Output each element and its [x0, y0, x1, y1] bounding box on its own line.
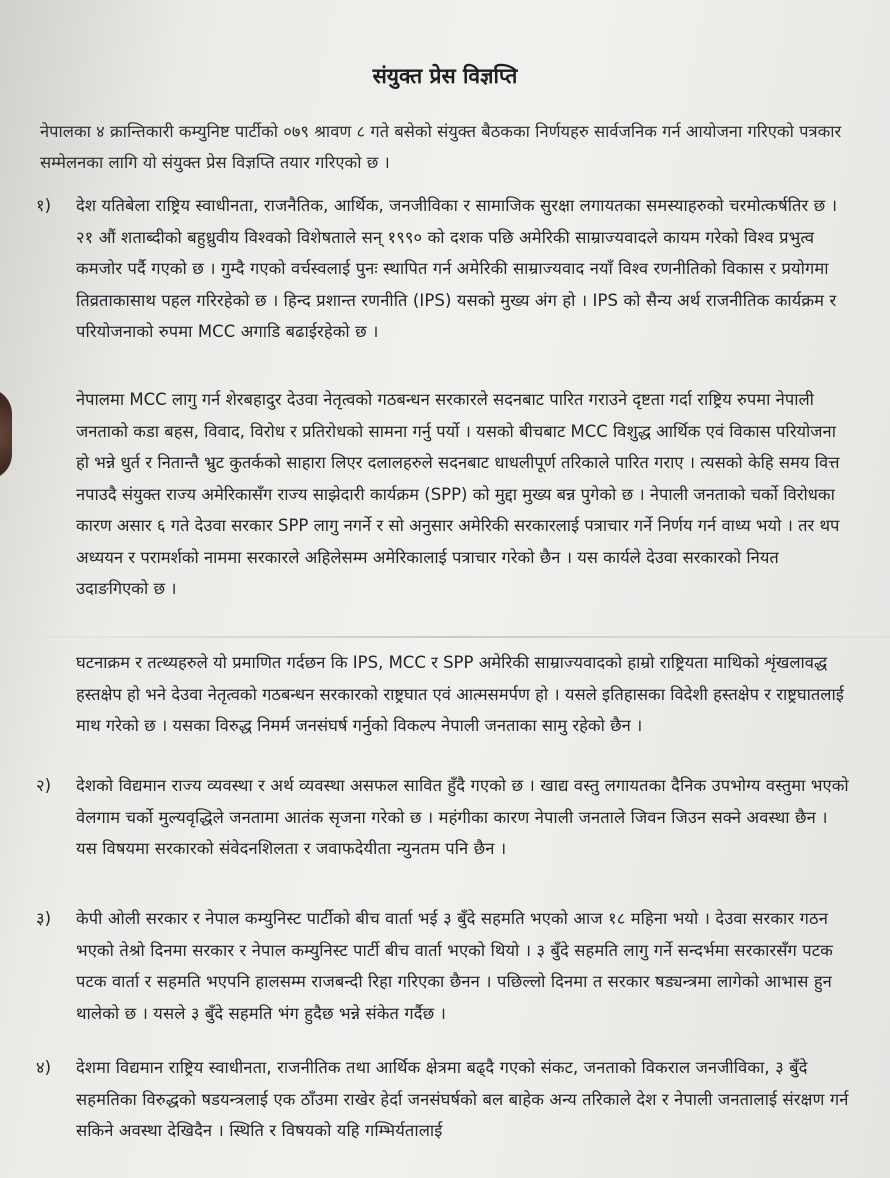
- document-title: संयुक्त प्रेस विज्ञप्ति: [372, 64, 518, 88]
- point-number: १): [36, 196, 52, 215]
- intro-paragraph: नेपालका ४ क्रान्तिकारी कम्युनिष्ट पार्टीको ०७९ श्रावण ८ गते बसेको संयुक्त बैठकका निर्णयहरु सार्वजनिक गर्न आयोजना गरिएको पत्रकार सम्मेलनका लागि यो संयुक्त प्रेस विज्ञप्ति तयार गरिएको छ ।: [40, 122, 842, 172]
- point-2-paragraph: देशको विद्यमान राज्य व्यवस्था र अर्थ व्यवस्था असफल सावित हुँदै गएको छ । खाद्य वस्तु लगायतका दैनिक उपभोग्य वस्तुमा भएको वेलगाम चर्को मुल्यवृद्धिले जनतामा आतंक सृजना गरेको छ । महंगीका कारण नेपाली जनताले जिवन जिउन सक्ने अवस्था छैन । यस विषयमा सरकारको संवेदनशिलता र जवाफदेयीता न्युनतम पनि छैन ।: [76, 776, 849, 858]
- point-1: [36, 190, 852, 348]
- thumb-shadow: [0, 388, 12, 480]
- point-4: [36, 1052, 852, 1147]
- point-3: [36, 903, 852, 1029]
- point-4-paragraph: देशमा विद्यमान राष्ट्रिय स्वाधीनता, राजनीतिक तथा आर्थिक क्षेत्रमा बढ्दै गएको संकट, जनताको विकराल जनजीविका, ३ बुँदे सहमतिका विरुद्धको षडयन्त्रलाई एक ठाँउमा राखेर हेर्दा जनसंघर्षको बल बाहेक अन्य तरिकाले देश र नेपाली जनतालाई संरक्षण गर्न सकिने अवस्था देखिदैन । स्थिति र विषयको यहि गम्भिर्यतालाई: [76, 1058, 849, 1140]
- paper-fold-line: [0, 636, 890, 638]
- point-1-paragraph-2: नेपालमा MCC लागु गर्न शेरबहादुर देउवा नेतृत्वको गठबन्धन सरकारले सदनबाट पारित गराउने दृष्टता गर्दा राष्ट्रिय रुपमा नेपाली जनताको कडा बहस, विवाद, विरोध र प्रतिरोधको सामना गर्नु पर्यो । यसको बीचबाट MCC विशुद्ध आर्थिक एवं विकास परियोजना हो भन्ने धुर्त र नितान्तै भ्रुट कुतर्कको साहारा लिएर दलालहरुले सदनबाट धाधलीपूर्ण तरिकाले पारित गराए । त्यसको केहि समय वित्त नपाउदै संयुक्त राज्य अमेरिकासँग राज्य साझेदारी कार्यक्रम (SPP) को मुद्दा मुख्य बन्न पुगेको छ । नेपाली जनताको चर्को विरोधका कारण असार ६ गते देउवा सरकार SPP लागु नगर्ने र सो अनुसार अमेरिकी सरकारलाई पत्राचार गर्ने निर्णय गर्न वाध्य भयो । तर थप अध्ययन र परामर्शको नाममा सरकारले अहिलेसम्म अमेरिकालाई पत्राचार गरेको छैन । यस कार्यले देउवा सरकारको नियत उदाङगिएको छ ।: [76, 390, 840, 598]
- point-3-paragraph: केपी ओली सरकार र नेपाल कम्युनिस्ट पार्टीको बीच वार्ता भई ३ बुँदे सहमति भएको आज १८ महिना भयो । देउवा सरकार गठन भएको तेश्रो दिनमा सरकार र नेपाल कम्युनिस्ट पार्टी बीच वार्ता भएको थियो । ३ बुँदे सहमति लागु गर्ने सन्दर्भमा सरकारसँग पटक पटक वार्ता र सहमति भएपनि हालसम्म राजबन्दी रिहा गरिएका छैनन । पछिल्लो दिनमा त सरकार षड्यन्त्रमा लागेको आभास हुन थालेको छ । यसले ३ बुँदे सहमति भंग हुदैछ भन्ने संकेत गर्दैछ ।: [76, 909, 833, 1023]
- point-number: २): [36, 776, 52, 795]
- point-1-paragraph-1: देश यतिबेला राष्ट्रिय स्वाधीनता, राजनैतिक, आर्थिक, जनजीविका र सामाजिक सुरक्षा लगायतका समस्याहरुको चरमोत्कर्षतिर छ । २१ औं शताब्दीको बहुध्रुवीय विश्वको विशेषताले सन् १९९० को दशक पछि अमेरिकी साम्राज्यवादले कायम गरेको विश्व प्रभुत्व कमजोर पर्दै गएको छ । गुम्दै गएको वर्चस्वलाई पुनः स्थापित गर्न अमेरिकी साम्राज्यवाद नयाँ विश्व रणनीतिको विकास र प्रयोगमा तिव्रताकासाथ पहल गरिरहेको छ । हिन्द प्रशान्त रणनीति (IPS) यसको मुख्य अंग हो । IPS को सैन्य अर्थ राजनीतिक कार्यक्रम र परियोजनाको रुपमा MCC अगाडि बढाईरहेको छ ।: [76, 196, 838, 341]
- point-number: ४): [36, 1058, 52, 1077]
- point-number: ३): [36, 909, 52, 928]
- point-2: [36, 770, 852, 865]
- point-1-paragraph-3: घटनाक्रम र तत्थ्यहरुले यो प्रमाणित गर्दछन कि IPS, MCC र SPP अमेरिकी साम्राज्यवादको हाम्रो राष्ट्रियता माथिको शृंखलावद्ध हस्तक्षेप हो भने देउवा नेतृत्वको गठबन्धन सरकारको राष्ट्रघात एवं आत्मसमर्पण हो । यसले इतिहासका विदेशी हस्तक्षेप र राष्ट्रघातलाई माथ गरेको छ । यसका विरुद्ध निमर्म जनसंघर्ष गर्नुको विकल्प नेपाली जनताका सामु रहेको छैन ।: [76, 653, 844, 735]
